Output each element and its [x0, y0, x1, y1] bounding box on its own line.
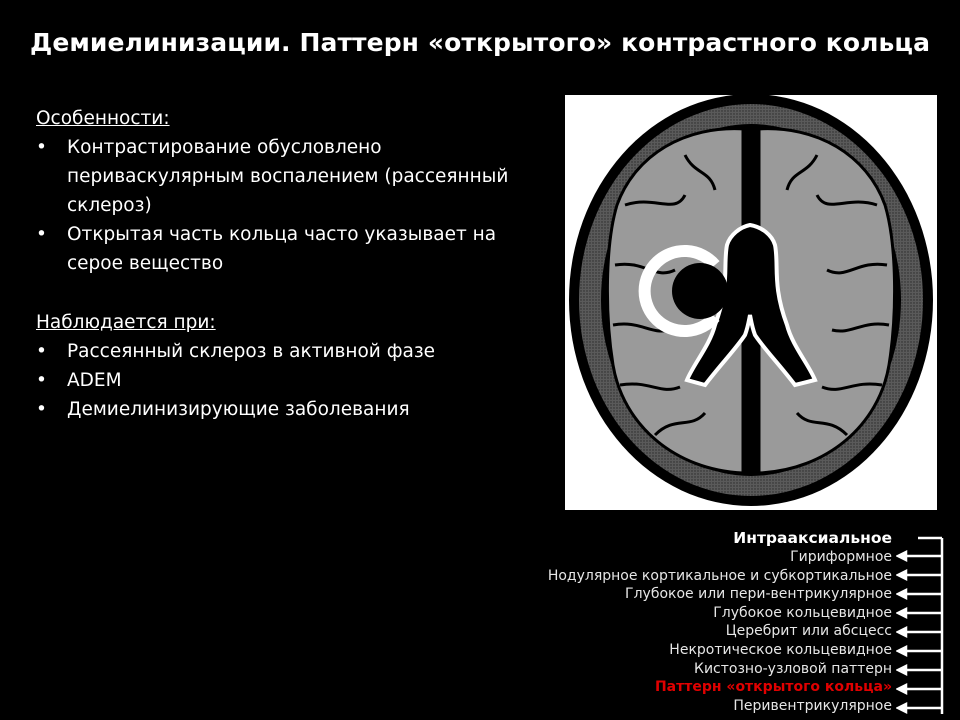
features-item: • Открытая часть кольца часто указывает на серое вещество: [36, 220, 536, 278]
legend-item: Глубокое или пери-вентрикулярное: [625, 586, 892, 603]
legend-item: Глубокое кольцевидное: [713, 604, 892, 621]
legend-item: Кистозно-узловой паттерн: [694, 660, 892, 677]
legend-item: Церебрит или абсцесс: [725, 623, 892, 640]
legend-item: Некротическое кольцевидное: [669, 641, 892, 658]
observed-item: • Демиелинизирующие заболевания: [36, 395, 536, 424]
observed-list: [36, 337, 536, 424]
slide-title: Демиелинизации. Паттерн «открытого» контрастного кольца: [29, 28, 931, 57]
legend-heading: Интрааксиальное: [733, 529, 892, 547]
observed-item: • Рассеянный склероз в активной фазе: [36, 337, 536, 366]
observed-item: • ADEM: [36, 366, 536, 395]
legend-item: Перивентрикулярное: [733, 697, 892, 714]
features-heading: Особенности:: [36, 108, 170, 129]
legend-item: Гириформное: [790, 549, 892, 565]
brain-illustration: [565, 95, 937, 510]
legend-item-active: Паттерн «открытого кольца»: [654, 679, 892, 696]
legend-item: Нодулярное кортикальное и субкортикальное: [547, 567, 892, 584]
features-list: [36, 133, 536, 278]
brain-diagram: [565, 95, 937, 510]
observed-heading: Наблюдается при:: [36, 312, 216, 333]
lesion-core: [672, 263, 728, 319]
legend: [392, 528, 892, 715]
features-item: • Контрастирование обусловлено периваскулярным воспалением (рассеянный склероз): [36, 133, 536, 220]
legend-bracket: [896, 534, 946, 720]
text-column: [36, 104, 536, 424]
